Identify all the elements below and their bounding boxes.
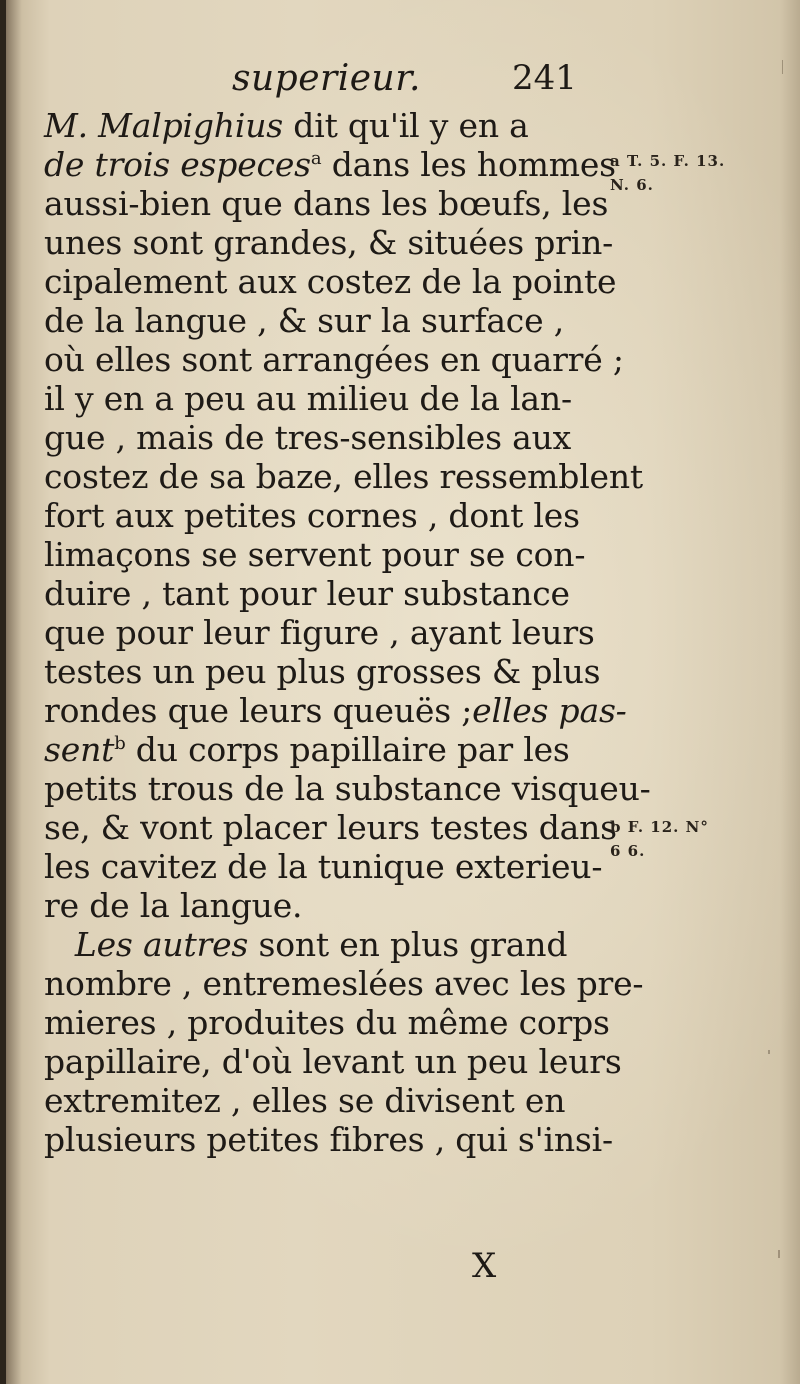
text-line: unes sont grandes, & situées prin-	[44, 223, 614, 262]
emphasis-text: de trois especes	[44, 145, 311, 184]
text-line: nombre , entremeslées avec les pre-	[44, 964, 644, 1003]
text-line: plusieurs petites fibres , qui s'insi-	[44, 1120, 613, 1159]
text-line: où elles sont arrangées en quarré ;	[44, 340, 624, 379]
text-line: cipalement aux costez de la pointe	[44, 262, 617, 301]
line-text: sont en plus grand	[248, 925, 568, 964]
text-line: limaçons se servent pour se con-	[44, 535, 586, 574]
text-line: duire , tant pour leur substance	[44, 574, 570, 613]
text-line	[44, 691, 627, 730]
line-text: rondes que leurs queuës ;	[44, 691, 473, 730]
emphasis-text: elles pas-	[472, 691, 627, 730]
paper-speck	[782, 60, 783, 74]
page-number: 241	[512, 58, 577, 98]
text-line	[44, 730, 604, 769]
text-line: costez de sa baze, elles ressemblent	[44, 457, 643, 496]
paper-speck	[768, 1050, 770, 1054]
page-header	[0, 58, 800, 98]
paper-speck	[778, 1250, 780, 1258]
footnote-marker: b	[114, 733, 126, 754]
text-line: aussi-bien que dans les bœufs, les	[44, 184, 609, 223]
text-line: petits trous de la substance visqueu-	[44, 769, 651, 808]
line-text: du corps papillaire par les	[125, 730, 570, 769]
text-line: les cavitez de la tunique exterieu-	[44, 847, 603, 886]
margin-note-b-continued: 6 6.	[610, 842, 646, 860]
margin-note-b: b F. 12. N°	[610, 818, 709, 836]
text-line: il y en a peu au milieu de la lan-	[44, 379, 572, 418]
line-text: dans les hommes	[321, 145, 616, 184]
signature-mark: X	[472, 1246, 497, 1286]
text-line: se, & vont placer leurs testes dans	[44, 808, 617, 847]
text-line: extremitez , elles se divisent en	[44, 1081, 566, 1120]
text-line	[44, 145, 616, 184]
emphasis-text: Les autres	[74, 925, 249, 964]
text-line: papillaire, d'où levant un peu leurs	[44, 1042, 622, 1081]
text-line: re de la langue.	[44, 886, 303, 925]
text-line: de la langue , & sur la surface ,	[44, 301, 564, 340]
text-line	[44, 925, 604, 964]
text-line: fort aux petites cornes , dont les	[44, 496, 580, 535]
binding-gutter	[0, 0, 6, 1384]
text-line: que pour leur figure , ayant leurs	[44, 613, 595, 652]
running-head: superieur.	[232, 58, 421, 99]
text-line: mieres , produites du même corps	[44, 1003, 610, 1042]
text-line: gue , mais de tres-sensibles aux	[44, 418, 572, 457]
line-text: dit qu'il y en a	[283, 106, 529, 145]
text-line: testes un peu plus grosses & plus	[44, 652, 601, 691]
text-line	[44, 106, 604, 145]
footnote-marker: a	[310, 148, 322, 169]
author-name: M. Malpighius	[44, 106, 283, 145]
margin-note-a-continued: N. 6.	[610, 176, 654, 194]
margin-note-a: a T. 5. F. 13.	[610, 152, 726, 170]
emphasis-text: sent	[44, 730, 115, 769]
